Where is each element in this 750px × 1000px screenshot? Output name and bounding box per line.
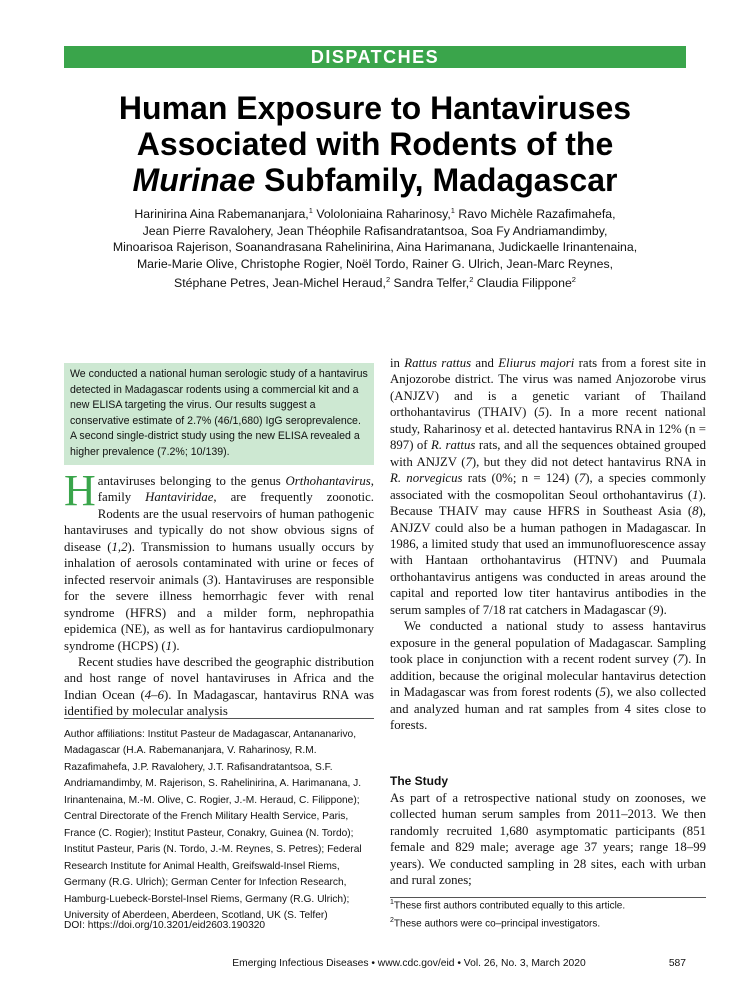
article-title xyxy=(40,90,710,198)
title-line-3 xyxy=(40,162,710,198)
abstract-box: We conducted a national human serologic study of a hantavirus detected in Madagascar rodents using a commercial kit and a new ELISA targeting the virus. Our results suggest a conservative estimate of 2.7% (46/1,680) IgG seroprevalence. A second single-district study using the new ELISA revealed a higher prevalence (7.2%; 10/139). xyxy=(64,363,374,465)
section-heading-study: The Study xyxy=(390,774,449,788)
doi-link[interactable]: DOI: https://doi.org/10.3201/eid2603.190320 xyxy=(64,920,266,931)
paragraph: Recent studies have described the geographic distribution and host range of novel hantaviruses in Africa and the Indian Ocean (4–6). In Madagascar, hantavirus RNA was identified by molecular analysis xyxy=(64,654,374,719)
footnote-divider xyxy=(390,897,706,898)
intro-paragraph: Hantaviruses belonging to the genus Orthohantavirus, family Hantaviridae, are frequently zoonotic. Rodents are the usual reservoirs of human pathogenic hantaviruses and typically do not show obvious signs of disease (1,2). Transmission to humans usually occurs by inhalation of aerosols contaminated with urine or feces of infected reservoir animals (3). Hantaviruses are responsible for the severe illness hemorrhagic fever with renal syndrome (HFRS) and a milder form, nephropathia epidemica (NE), as well as for hantavirus cardiopulmonary syndrome (HCPS) (1). xyxy=(64,466,375,653)
body-column-left xyxy=(64,466,375,720)
author-list: Harinirina Aina Rabemananjara,$^1$ Vololoniaina Raharinosy,$^1$ Ravo Michèle Razafimahefa, Jean Pierre Ravalohery, Jean Théophile Rafisandratantsoa, Soa Fy Andriamandimby, Minoarisoa Rajerison, Soanandrasana Rahelinirina, Aina Harimanana, Judickaelle Irinantenaina, Marie-Marie Olive, Christophe Rogier, Noël Tordo, Rainer G. Ulrich, Jean-Marc Reynes, Stéphane Petres, Jean-Michel Heraud,$^2$ Sandra Telfer,$^2$ Claudia Filippone$^2$ xyxy=(112,206,638,291)
section-banner: DISPATCHES xyxy=(64,46,686,68)
paragraph: in Rattus rattus and Eliurus majori rats from a forest site in Anjozorobe district. The virus was named Anjozorobe virus (ANJZV) and is a genetic variant of Thailand orthohantavirus (THAIV) (5). In a more recent national study, Raharinosy et al. detected hantavirus RNA in 12% (n = 897) of R. rattus rats, and all the sequences obtained grouped with ANJZV (7), but they did not detect hantavirus RNA in R. norvegicus rats (0%; n = 124) (7), a species commonly associated with the cosmopolitan Seoul orthohantavirus (1). Because THAIV may cause HFRS in Southeast Asia (8), ANJZV could also be a human pathogen in Madagascar. In 1986, a limited study that used an immunofluorescence assay with Hantaan orthohantavirus (HTNV) and Puumala orthohantavirus antigens was conducted in areas around the capital and reported low titer hantavirus antibodies in the serum samples of 7/18 rat catchers in Madagascar (9). xyxy=(390,356,707,617)
author-affiliations: Author affiliations: Institut Pasteur de Madagascar, Antananarivo, Madagascar (H.A. Rabemananjara, V. Raharinosy, R.M. Razafimahefa, J.P. Ravalohery, J.T. Rafisandratantsoa, S.F. Andriamandimby, M. Rajerison, S. Rahelinirina, A. Harimanana, J. Irinantenaina, M.-M. Olive, C. Rogier, J.-M. Heraud, C. Filippone); Central Directorate of the French Military Health Service, Paris, France (C. Rogier); Institut Pasteur, Conakry, Guinea (N. Tordo); Institut Pasteur, Paris (N. Tordo, J.-M. Reynes, S. Petres); Federal Research Institute for Animal Health, Greifswald-Insel Riems, Germany (R.G. Ulrich); German Center for Infection Research, Hamburg-Luebeck-Borstel-Insel Riems, Germany (R.G. Ulrich); University of Aberdeen, Aberdeen, Scotland, UK (S. Telfer) xyxy=(64,729,362,921)
paragraph: We conducted a national study to assess hantavirus exposure in the general population of Madagascar. Sampling took place in conjunction with a recent rodent survey (7). In addition, because the original molecular hantavirus detection in Madagascar was from forest rodents (5), we also collected and analyzed human and rat samples from 4 sites close to forests. xyxy=(390,619,706,732)
body-column-right xyxy=(390,355,706,733)
page-number: 587 xyxy=(668,958,686,969)
footnote-2: $^2$These authors were co–principal investigators. xyxy=(390,917,601,930)
title-line-1: Human Exposure to Hantaviruses xyxy=(118,90,632,126)
title-rest: Subfamily, Madagascar xyxy=(255,162,618,198)
title-italic: Murinae xyxy=(132,162,256,198)
title-line-2: Associated with Rodents of the xyxy=(136,126,614,162)
drop-cap: H xyxy=(64,466,96,515)
journal-citation: Emerging Infectious Diseases • www.cdc.gov/eid • Vol. 26, No. 3, March 2020 xyxy=(232,958,586,969)
footnote-1: $^1$These first authors contributed equally to this article. xyxy=(390,899,626,912)
affiliation-divider xyxy=(64,718,374,719)
study-paragraph: As part of a retrospective national study on zoonoses, we collected human serum samples from 2011–2013. We then randomly recruited 1,680 asymptomatic participants (851 female and 829 male; average age 37 years; range 18–99 years). We conducted sampling in 28 sites, each with urban and rural zones; xyxy=(390,791,706,888)
